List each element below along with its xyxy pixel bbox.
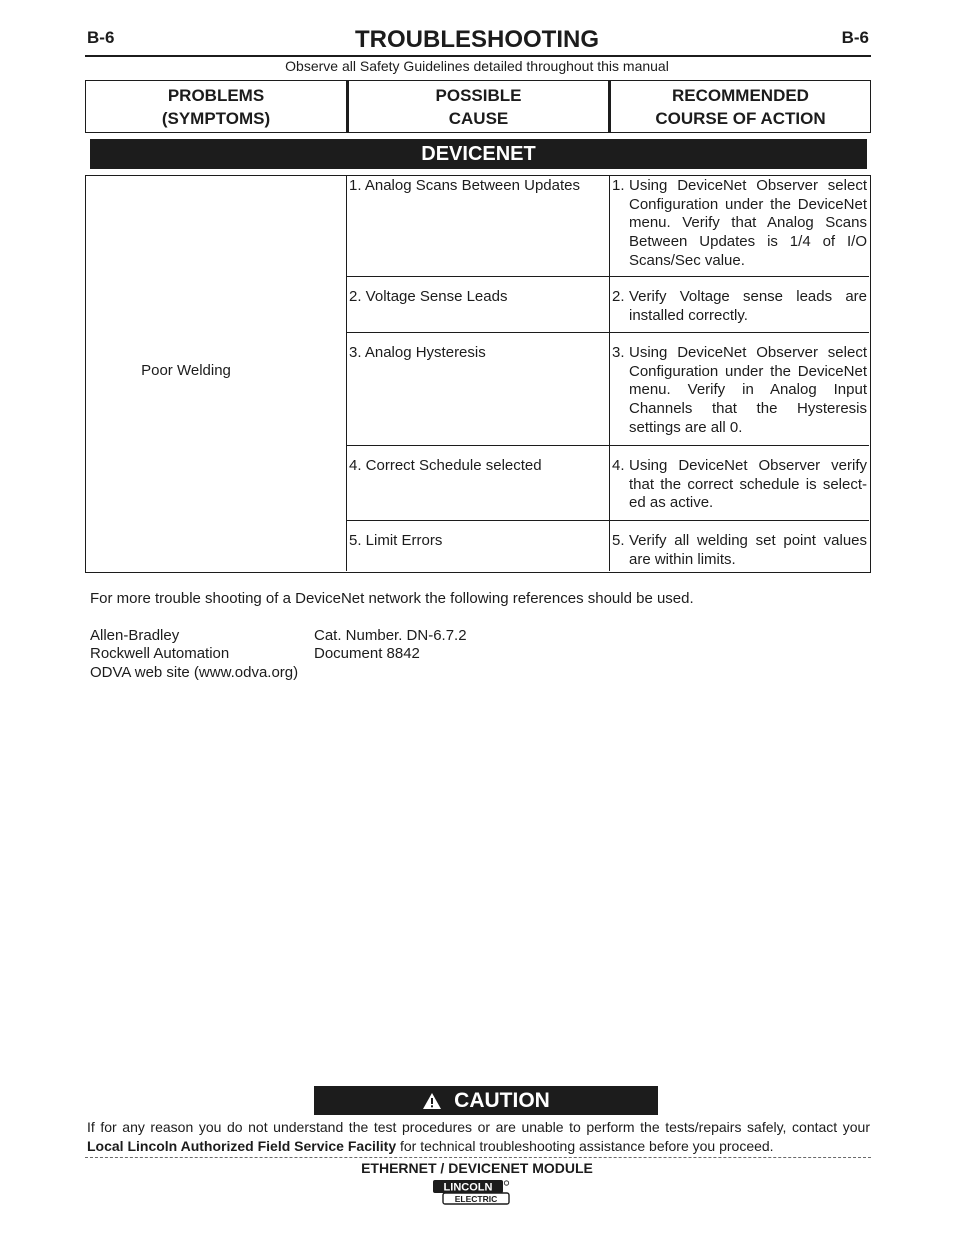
reference-name: ODVA web site (www.odva.org) (90, 663, 299, 681)
section-title-bar: DEVICENET (90, 139, 867, 169)
table-row (347, 446, 869, 521)
action-cell (610, 446, 869, 520)
table-row (347, 176, 869, 277)
cause-cell: 4. Correct Schedule selected (347, 446, 610, 520)
action-text: Verify all welding set point values are within limits. (629, 532, 867, 568)
reference-name: Allen-Bradley (90, 626, 180, 644)
footer-rule (85, 1157, 871, 1158)
column-header-action (609, 80, 871, 133)
column-header-problems (85, 80, 347, 133)
cause-cell: 1. Analog Scans Between Updates (347, 176, 610, 276)
reference-item (90, 645, 694, 664)
cause-cell: 5. Limit Errors (347, 521, 610, 571)
reference-id: Cat. Number. DN-6.7.2 (314, 626, 467, 644)
title-rule (85, 55, 871, 57)
action-number: 3. (612, 344, 625, 361)
references-block (90, 590, 694, 682)
footer-module-name: ETHERNET / DEVICENET MODULE (361, 1160, 593, 1176)
caution-banner (314, 1086, 658, 1115)
reference-item (90, 664, 694, 683)
logo-text-top: LINCOLN (443, 1181, 493, 1194)
column-header-row (85, 80, 871, 133)
action-number: 5. (612, 532, 625, 549)
logo-text-bottom: ELECTRIC (454, 1194, 498, 1204)
column-header-line: PROBLEMS (167, 85, 265, 105)
caution-text-part: If for any reason you do not understand the test procedures or are unable to perform the tests/repairs safely, contact your (87, 1119, 870, 1135)
reference-item (90, 627, 694, 646)
action-text: Using DeviceNet Observer verify that the correct schedule is select-ed as active. (629, 457, 867, 512)
warning-triangle-icon (422, 1092, 442, 1110)
column-header-line: CAUSE (448, 108, 509, 128)
cause-cell: 2. Voltage Sense Leads (347, 277, 610, 332)
action-cell (610, 333, 869, 445)
column-header-cause (347, 80, 609, 133)
lincoln-electric-logo (432, 1179, 510, 1206)
cause-cell: 3. Analog Hysteresis (347, 333, 610, 445)
column-header-line: RECOMMENDED (672, 85, 809, 105)
table-row (347, 277, 869, 333)
caution-text-part: for technical troubleshooting assistance before you proceed. (396, 1138, 774, 1154)
action-text: Using DeviceNet Observer select Configuration under the DeviceNet menu. Verify that Analog Scans Between Updates is 1/4 of I/O Scans/Sec value. (629, 177, 867, 269)
action-number: 1. (612, 177, 625, 194)
troubleshooting-table (85, 175, 871, 573)
page-title: TROUBLESHOOTING (355, 26, 599, 53)
reference-name: Rockwell Automation (90, 645, 230, 662)
problem-text: Poor Welding (141, 362, 231, 379)
table-row (347, 521, 869, 571)
column-header-line: POSSIBLE (435, 85, 522, 105)
references-intro: For more trouble shooting of a DeviceNet network the following references should be used. (90, 590, 694, 607)
reference-id: Document 8842 (314, 645, 420, 662)
action-text: Verify Voltage sense leads are installed correctly. (629, 288, 867, 324)
action-number: 2. (612, 288, 625, 305)
action-cell (610, 277, 869, 332)
page-number-left: B-6 (87, 28, 115, 47)
problem-cell (86, 176, 347, 571)
caution-text-bold: Local Lincoln Authorized Field Service Facility (87, 1138, 397, 1154)
action-cell (610, 176, 869, 276)
action-cell (610, 521, 869, 571)
table-row (347, 333, 869, 446)
column-header-line: (SYMPTOMS) (161, 108, 271, 128)
action-text: Using DeviceNet Observer select Configuration under the DeviceNet menu. Verify in Analog Input Channels that the Hysteresis settings are all 0. (629, 344, 867, 436)
column-header-line: COURSE OF ACTION (655, 108, 826, 128)
safety-subtitle: Observe all Safety Guidelines detailed throughout this manual (285, 58, 669, 74)
action-number: 4. (612, 457, 625, 474)
caution-text (87, 1118, 870, 1156)
caution-title: CAUTION (454, 1088, 550, 1112)
page-number-right: B-6 (841, 28, 869, 47)
